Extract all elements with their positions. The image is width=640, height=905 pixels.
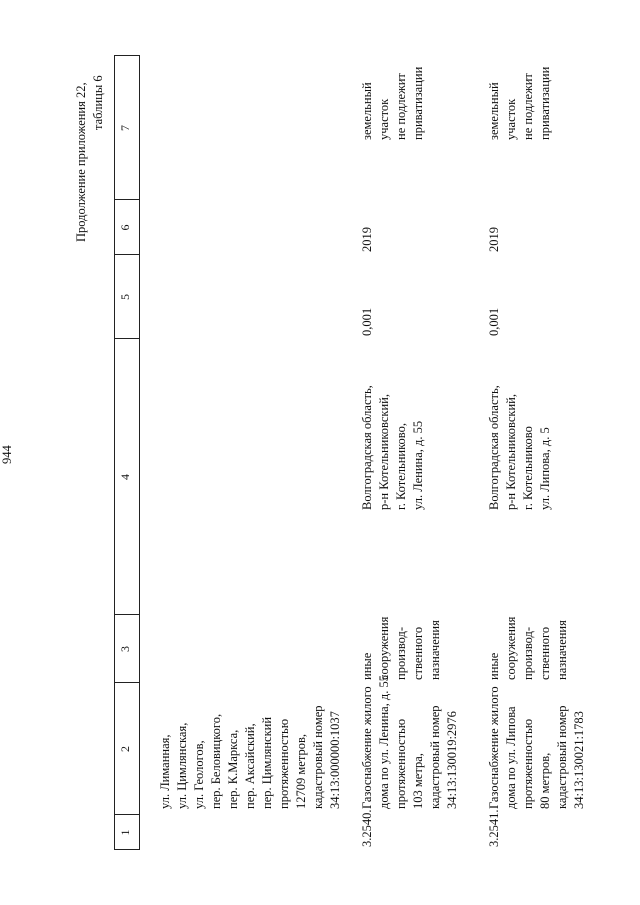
row0-name-line: протяженностью (277, 718, 291, 809)
row1-name-line: кадастровый номер (428, 705, 442, 809)
row1-name-line: 103 метра, (411, 753, 425, 809)
row1-name-line: 34:13:130019:2976 (445, 711, 459, 809)
row2-type-line: ственного (538, 626, 552, 680)
row2-area: 0,001 (487, 307, 501, 336)
row-number: 3.2541. (487, 809, 501, 847)
header-col-5: 5 (118, 294, 132, 300)
row1-note-line: участок (377, 98, 391, 140)
row1-address-line: р-н Котельниковский, (377, 394, 391, 510)
page-number: 944 (0, 445, 14, 464)
row0-name-line: ул. Цимлянская, (175, 722, 189, 809)
row2-name-line: дома по ул. Липова (504, 706, 518, 809)
row1-note-line: приватизации (411, 66, 425, 140)
row-number: 3.2540. (360, 809, 374, 847)
header-col-7: 7 (118, 125, 132, 131)
row2-note-line: участок (504, 98, 518, 140)
header-col-1: 1 (118, 829, 132, 836)
row2-note-line: приватизации (538, 66, 552, 140)
row0-name-line: 34:13:000000:1037 (328, 711, 342, 809)
row1-address-line: Волгоградская область, (360, 385, 374, 510)
row1-year: 2019 (360, 227, 374, 252)
row2-year: 2019 (487, 227, 501, 252)
header-col-3: 3 (118, 646, 132, 652)
row2-type-line: сооружения (504, 616, 518, 680)
row2-note-line: не подлежит (521, 73, 535, 140)
row1-name-line: дома по ул. Ленина, д. 55 (377, 674, 391, 809)
table-header-bottom-rule (139, 55, 140, 850)
row1-note-line: не подлежит (394, 73, 408, 140)
row2-type-line: назначения (555, 620, 569, 680)
row0-name-line: пер. К.Маркса, (226, 729, 240, 809)
header-col-2: 2 (118, 746, 132, 752)
row1-address-line: ул. Ленина, д. 55 (411, 420, 425, 510)
row2-name-line: кадастровый номер (555, 705, 569, 809)
row0-name-line: 12709 метров, (294, 734, 308, 809)
row2-address-line: Волгоградская область, (487, 385, 501, 510)
row2-address-line: р-н Котельниковский, (504, 394, 518, 510)
row0-name-line: пер. Аксайский, (243, 723, 257, 809)
row1-type-line: производ- (394, 626, 408, 680)
row2-type-line: производ- (521, 626, 535, 680)
row1-address-line: г. Котельниково, (394, 423, 408, 510)
row0-name-line: кадастровый номер (311, 705, 325, 809)
table-top-rule (114, 55, 115, 850)
row1-type-line: ственного (411, 626, 425, 680)
row2-name-line: 80 метров, (538, 752, 552, 809)
row1-note-line: земельный (360, 82, 374, 140)
row1-name-line: протяженностью (394, 718, 408, 809)
row0-name-line: ул. Лиманная, (158, 734, 172, 809)
header-col-4: 4 (118, 474, 132, 480)
continuation-line-2: таблицы 6 (91, 75, 105, 130)
continuation-line-1: Продолжение приложения 22, (74, 82, 88, 242)
row2-name-line: протяженностью (521, 718, 535, 809)
row1-type-line: сооружения (377, 616, 391, 680)
row1-area: 0,001 (360, 307, 374, 336)
row0-name-line: пер. Беловицкого, (209, 713, 223, 809)
row2-address-line: ул. Липова, д. 5 (538, 427, 552, 510)
row0-name-line: ул. Геологов, (192, 740, 206, 809)
row1-type-line: назначения (428, 620, 442, 680)
header-col-6: 6 (118, 224, 132, 231)
row0-name-line: пер. Цимлянский (260, 716, 274, 809)
row2-type-line: иные (487, 652, 501, 680)
row2-address-line: г. Котельниково (521, 426, 535, 510)
row1-type-line: иные (360, 652, 374, 680)
row2-name-line: 34:13:130021:1783 (572, 711, 586, 809)
row2-note-line: земельный (487, 82, 501, 140)
row2-name-line: Газоснабжение жилого (487, 686, 501, 809)
row1-name-line: Газоснабжение жилого (360, 686, 374, 809)
